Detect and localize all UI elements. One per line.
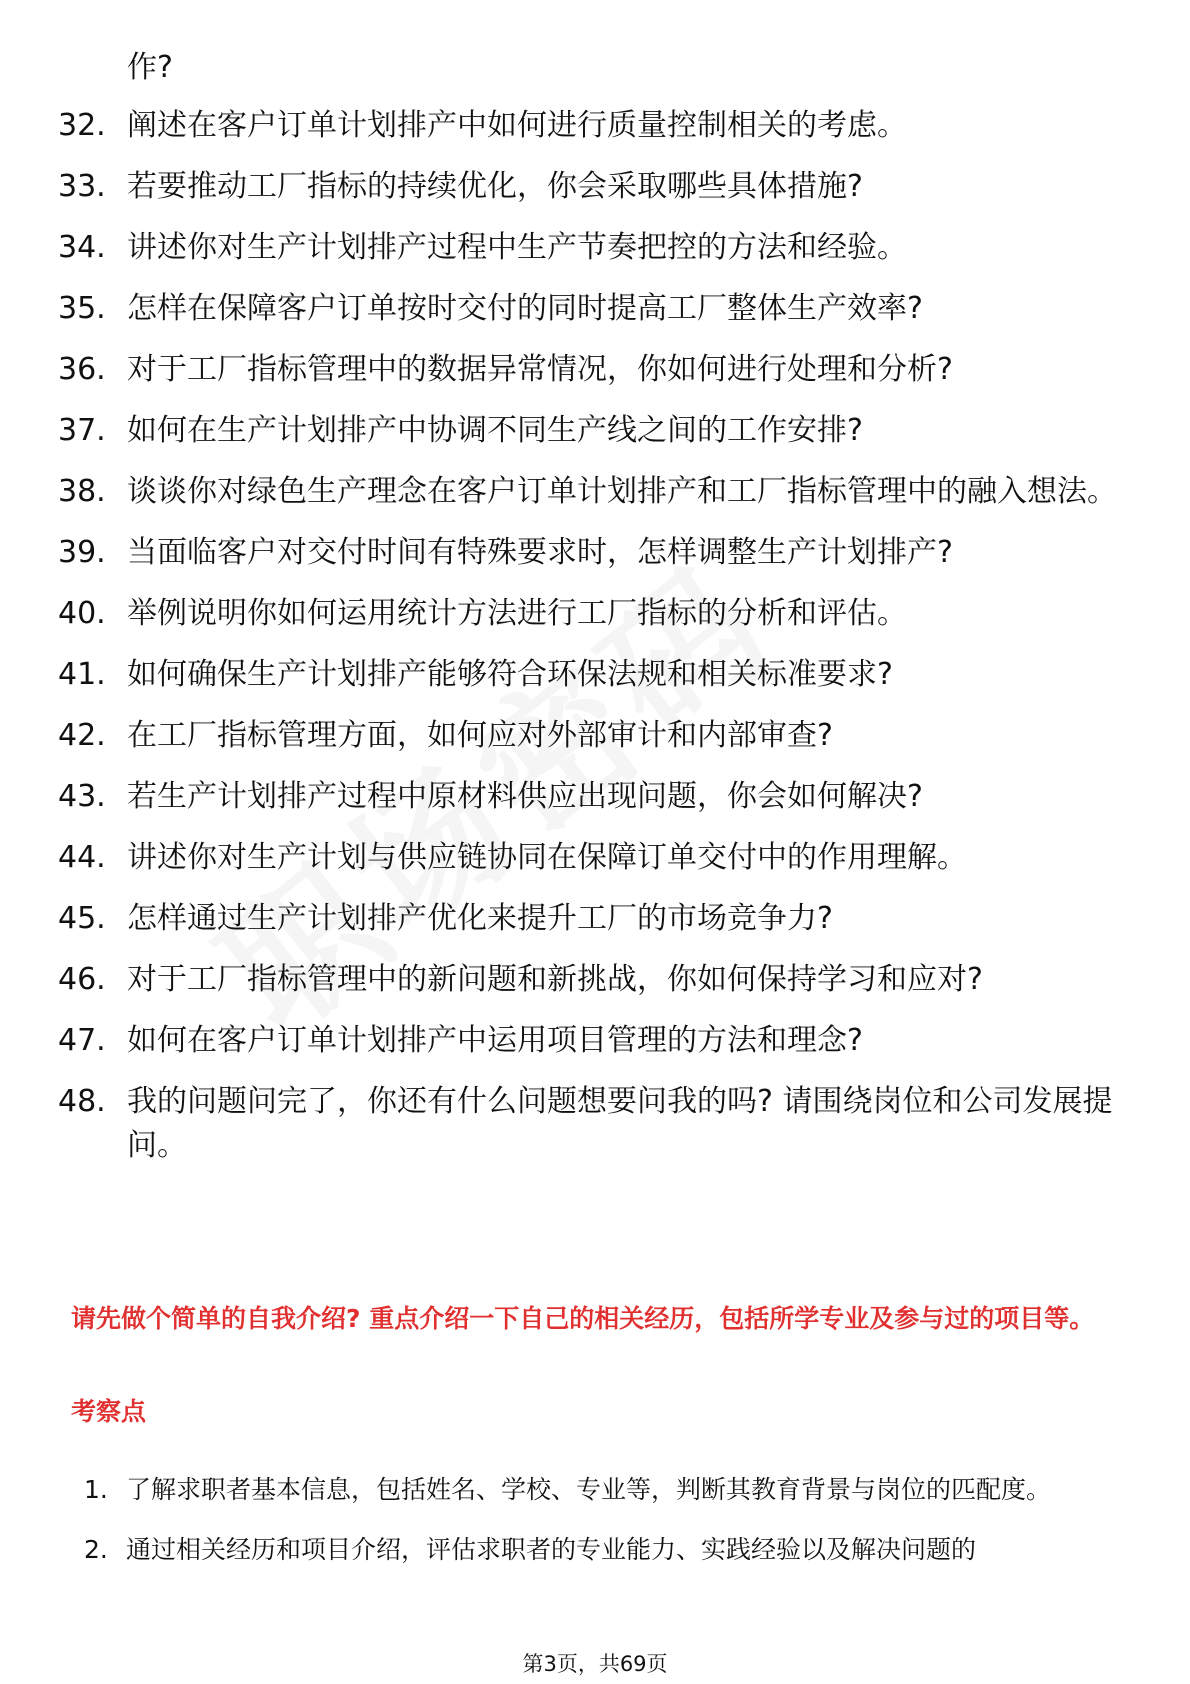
point-number: 2. xyxy=(84,1535,108,1564)
assessment-point xyxy=(84,1462,1134,1518)
question-item xyxy=(58,1019,1138,1063)
question-text: 阐述在客户订单计划排产中如何进行质量控制相关的考虑。 xyxy=(127,108,907,143)
highlighted-question: 请先做个简单的自我介绍? 重点介绍一下自己的相关经历，包括所学专业及参与过的项目等。 xyxy=(71,1304,1095,1333)
question-item xyxy=(58,165,1138,209)
question-item xyxy=(58,714,1138,758)
question-number: 34. xyxy=(58,230,106,265)
question-continuation: 作? xyxy=(127,50,173,85)
question-item xyxy=(58,287,1138,331)
question-text: 举例说明你如何运用统计方法进行工厂指标的分析和评估。 xyxy=(127,596,907,631)
assessment-points-list xyxy=(84,1462,1134,1582)
question-number: 41. xyxy=(58,657,106,692)
question-item xyxy=(58,104,1138,148)
question-text: 若生产计划排产过程中原材料供应出现问题，你会如何解决? xyxy=(127,779,923,814)
question-number: 46. xyxy=(58,962,106,997)
question-text: 在工厂指标管理方面，如何应对外部审计和内部审查? xyxy=(127,718,833,753)
question-number: 47. xyxy=(58,1023,106,1058)
question-item xyxy=(58,531,1138,575)
question-item xyxy=(58,592,1138,636)
question-item xyxy=(58,775,1138,819)
question-number: 37. xyxy=(58,413,106,448)
point-number: 1. xyxy=(84,1475,108,1504)
question-number: 39. xyxy=(58,535,106,570)
question-number: 42. xyxy=(58,718,106,753)
question-text: 若要推动工厂指标的持续优化，你会采取哪些具体措施? xyxy=(127,169,863,204)
question-item xyxy=(58,958,1138,1002)
question-number: 33. xyxy=(58,169,106,204)
question-list xyxy=(58,104,1138,1185)
question-text: 如何确保生产计划排产能够符合环保法规和相关标准要求? xyxy=(127,657,893,692)
section-subheading: 考察点 xyxy=(71,1397,147,1426)
question-text: 如何在生产计划排产中协调不同生产线之间的工作安排? xyxy=(127,413,863,448)
question-number: 43. xyxy=(58,779,106,814)
point-text: 了解求职者基本信息，包括姓名、学校、专业等，判断其教育背景与岗位的匹配度。 xyxy=(126,1475,1052,1504)
question-item xyxy=(58,1080,1138,1168)
question-text: 对于工厂指标管理中的新问题和新挑战，你如何保持学习和应对? xyxy=(127,962,983,997)
page-footer: 第3页，共69页 xyxy=(522,1652,668,1676)
question-item xyxy=(58,897,1138,941)
question-text: 讲述你对生产计划排产过程中生产节奏把控的方法和经验。 xyxy=(127,230,907,265)
question-item xyxy=(58,470,1138,514)
point-text: 通过相关经历和项目介绍，评估求职者的专业能力、实践经验以及解决问题的 xyxy=(126,1535,977,1564)
question-item xyxy=(58,836,1138,880)
question-text: 当面临客户对交付时间有特殊要求时，怎样调整生产计划排产? xyxy=(127,535,953,570)
question-text: 如何在客户订单计划排产中运用项目管理的方法和理念? xyxy=(127,1023,863,1058)
question-text: 怎样通过生产计划排产优化来提升工厂的市场竞争力? xyxy=(127,901,833,936)
question-number: 38. xyxy=(58,474,106,509)
question-number: 45. xyxy=(58,901,106,936)
question-number: 36. xyxy=(58,352,106,387)
question-text: 怎样在保障客户订单按时交付的同时提高工厂整体生产效率? xyxy=(127,291,923,326)
question-number: 44. xyxy=(58,840,106,875)
question-text: 讲述你对生产计划与供应链协同在保障订单交付中的作用理解。 xyxy=(127,840,967,875)
question-text: 对于工厂指标管理中的数据异常情况，你如何进行处理和分析? xyxy=(127,352,953,387)
question-number: 32. xyxy=(58,108,106,143)
question-item xyxy=(58,653,1138,697)
question-item xyxy=(58,409,1138,453)
question-text: 谈谈你对绿色生产理念在客户订单计划排产和工厂指标管理中的融入想法。 xyxy=(127,474,1117,509)
question-number: 40. xyxy=(58,596,106,631)
question-item xyxy=(58,348,1138,392)
question-number: 48. xyxy=(58,1084,106,1119)
question-number: 35. xyxy=(58,291,106,326)
question-item xyxy=(58,226,1138,270)
question-text: 我的问题问完了，你还有什么问题想要问我的吗? 请围绕岗位和公司发展提问。 xyxy=(127,1084,1113,1163)
assessment-point xyxy=(84,1522,1134,1578)
